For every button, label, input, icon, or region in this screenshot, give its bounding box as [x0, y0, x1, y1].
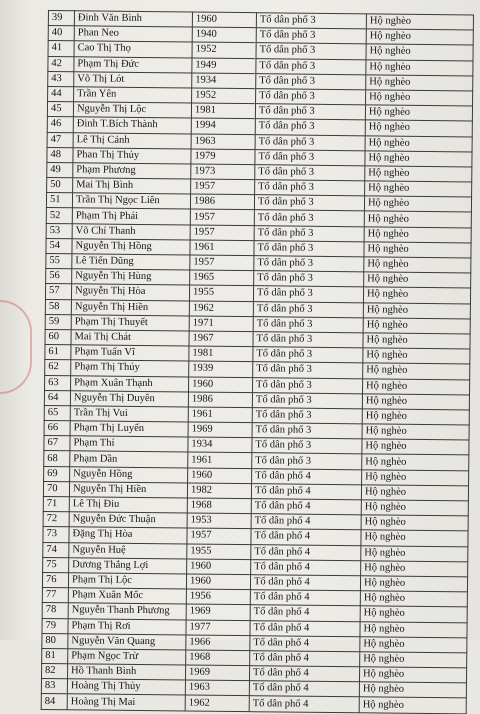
status-cell: Hộ nghèo — [362, 454, 469, 470]
status-cell: Hộ nghèo — [365, 105, 472, 121]
birth-year-cell: 1963 — [185, 680, 249, 696]
status-cell: Hộ nghèo — [366, 90, 473, 106]
address-cell: Tổ dân phố 4 — [251, 529, 361, 545]
name-cell: Lê Thị Điu — [69, 497, 187, 513]
row-number-cell: 44 — [48, 86, 74, 101]
household-table-body — [41, 11, 473, 714]
red-stamp-mark — [0, 300, 32, 394]
address-cell: Tổ dân phố 4 — [251, 483, 361, 499]
address-cell: Tổ dân phố 3 — [254, 271, 364, 287]
status-cell: Hộ nghèo — [361, 545, 468, 561]
name-cell: Phạm Thị Thuyết — [71, 315, 189, 331]
address-cell: Tổ dân phố 3 — [254, 225, 364, 241]
name-cell: Võ Chí Thanh — [72, 223, 190, 239]
row-number-cell: 49 — [47, 162, 73, 177]
address-cell: Tổ dân phố 3 — [255, 119, 365, 135]
row-number-cell: 76 — [42, 572, 68, 587]
status-cell: Hộ nghèo — [366, 14, 473, 30]
address-cell: Tổ dân phố 4 — [250, 575, 360, 591]
status-cell: Hộ nghèo — [359, 682, 466, 698]
address-cell: Tổ dân phố 3 — [253, 347, 363, 363]
name-cell: Phạm Thị Luyến — [70, 421, 188, 437]
row-number-cell: 65 — [44, 405, 70, 420]
status-cell: Hộ nghèo — [362, 394, 469, 410]
birth-year-cell: 1982 — [187, 483, 251, 499]
row-number-cell: 48 — [47, 147, 73, 162]
row-number-cell: 81 — [42, 648, 68, 663]
birth-year-cell: 1962 — [185, 695, 249, 711]
birth-year-cell: 1952 — [192, 88, 256, 104]
birth-year-cell: 1934 — [192, 73, 256, 89]
row-number-cell: 55 — [46, 253, 72, 268]
birth-year-cell: 1953 — [187, 513, 251, 529]
row-number-cell: 69 — [44, 466, 70, 481]
name-cell: Nguyễn Thanh Phương — [68, 603, 186, 619]
name-cell: Phan Thị Thủy — [73, 147, 191, 163]
status-cell: Hộ nghèo — [363, 363, 470, 379]
address-cell: Tổ dân phố 3 — [253, 332, 363, 348]
row-number-cell: 75 — [43, 557, 69, 572]
birth-year-cell: 1973 — [191, 164, 255, 180]
address-cell: Tổ dân phố 3 — [253, 316, 363, 332]
name-cell: Cao Thị Thọ — [74, 41, 192, 57]
birth-year-cell: 1967 — [189, 331, 253, 347]
status-cell: Hộ nghèo — [360, 576, 467, 592]
row-number-cell: 82 — [41, 664, 67, 679]
row-number-cell: 66 — [44, 421, 70, 436]
row-number-cell: 42 — [48, 56, 74, 71]
birth-year-cell: 1949 — [192, 58, 256, 74]
status-cell: Hộ nghèo — [360, 652, 467, 668]
row-number-cell: 58 — [45, 299, 71, 314]
birth-year-cell: 1977 — [186, 619, 250, 635]
birth-year-cell: 1957 — [187, 528, 251, 544]
address-cell: Tổ dân phố 3 — [253, 362, 363, 378]
name-cell: Nguyễn Thị Hùng — [72, 269, 190, 285]
row-number-cell: 47 — [47, 132, 73, 147]
address-cell: Tổ dân phố 3 — [256, 13, 366, 29]
name-cell: Phạm Thị Thúy — [71, 360, 189, 376]
address-cell: Tổ dân phố 3 — [254, 195, 364, 211]
row-number-cell: 73 — [43, 527, 69, 542]
name-cell: Phạm Xuân Thạnh — [71, 375, 189, 391]
birth-year-cell: 1962 — [189, 301, 253, 317]
birth-year-cell: 1979 — [191, 149, 255, 165]
row-number-cell: 40 — [48, 26, 74, 41]
name-cell: Phạm Phương — [73, 163, 191, 179]
row-number-cell: 70 — [43, 481, 69, 496]
row-number-cell: 62 — [45, 360, 71, 375]
address-cell: Tổ dân phố 4 — [252, 468, 362, 484]
row-number-cell: 79 — [42, 618, 68, 633]
name-cell: Lê Tiến Dũng — [72, 254, 190, 270]
row-number-cell: 78 — [42, 603, 68, 618]
birth-year-cell: 1968 — [186, 650, 250, 666]
status-cell: Hộ nghèo — [363, 348, 470, 364]
birth-year-cell: 1957 — [190, 225, 254, 241]
birth-year-cell: 1956 — [186, 589, 250, 605]
status-cell: Hộ nghèo — [365, 181, 472, 197]
status-cell: Hộ nghèo — [365, 135, 472, 151]
name-cell: Mai Thị Bình — [73, 178, 191, 194]
status-cell: Hộ nghèo — [363, 287, 470, 303]
birth-year-cell: 1969 — [188, 422, 252, 438]
birth-year-cell: 1986 — [188, 392, 252, 408]
address-cell: Tổ dân phố 3 — [254, 210, 364, 226]
name-cell: Phạm Ngọc Trừ — [68, 649, 186, 665]
name-cell: Phạm Tuấn Vĩ — [71, 345, 189, 361]
status-cell: Hộ nghèo — [364, 272, 471, 288]
status-cell: Hộ nghèo — [363, 302, 470, 318]
row-number-cell: 80 — [42, 633, 68, 648]
address-cell: Tổ dân phố 4 — [250, 605, 360, 621]
name-cell: Đinh T.Bích Thành — [73, 117, 191, 133]
name-cell: Nguyễn Thị Hồng — [72, 239, 190, 255]
address-cell: Tổ dân phố 4 — [250, 620, 360, 636]
row-number-cell: 43 — [48, 71, 74, 86]
name-cell: Nguyễn Thị Hòa — [71, 284, 189, 300]
name-cell: Phạm Thị Đức — [74, 56, 192, 72]
status-cell: Hộ nghèo — [366, 59, 473, 75]
birth-year-cell: 1957 — [191, 179, 255, 195]
status-cell: Hộ nghèo — [364, 226, 471, 242]
name-cell: Hồ Thanh Bình — [67, 664, 185, 680]
name-cell: Đinh Văn Bình — [74, 11, 192, 27]
row-number-cell: 74 — [43, 542, 69, 557]
name-cell: Hoàng Thị Mai — [67, 694, 185, 710]
birth-year-cell: 1966 — [186, 635, 250, 651]
row-number-cell: 50 — [47, 178, 73, 193]
name-cell: Hoàng Thị Thủy — [67, 679, 185, 695]
status-cell: Hộ nghèo — [363, 333, 470, 349]
address-cell: Tổ dân phố 3 — [253, 301, 363, 317]
birth-year-cell: 1960 — [188, 468, 252, 484]
name-cell: Nguyễn Thị Duyên — [70, 390, 188, 406]
address-cell: Tổ dân phố 4 — [249, 681, 359, 697]
row-number-cell: 56 — [46, 269, 72, 284]
name-cell: Lê Thị Cảnh — [73, 132, 191, 148]
status-cell: Hộ nghèo — [362, 424, 469, 440]
address-cell: Tổ dân phố 3 — [254, 240, 364, 256]
address-cell: Tổ dân phố 4 — [251, 544, 361, 560]
name-cell: Nguyễn Thị Hiền — [69, 482, 187, 498]
name-cell: Nguyễn Thị Hiền — [71, 299, 189, 315]
status-cell: Hộ nghèo — [364, 257, 471, 273]
row-number-cell: 39 — [48, 11, 74, 26]
birth-year-cell: 1960 — [189, 376, 253, 392]
row-number-cell: 64 — [44, 390, 70, 405]
birth-year-cell: 1981 — [191, 103, 255, 119]
birth-year-cell: 1965 — [190, 270, 254, 286]
status-cell: Hộ nghèo — [361, 561, 468, 577]
status-cell: Hộ nghèo — [362, 469, 469, 485]
birth-year-cell: 1961 — [188, 452, 252, 468]
row-number-cell: 77 — [42, 588, 68, 603]
address-cell: Tổ dân phố 4 — [250, 635, 360, 651]
row-number-cell: 72 — [43, 512, 69, 527]
birth-year-cell: 1939 — [189, 361, 253, 377]
birth-year-cell: 1955 — [187, 544, 251, 560]
name-cell: Phạm Thị Lộc — [68, 573, 186, 589]
row-number-cell: 53 — [46, 223, 72, 238]
row-number-cell: 61 — [45, 345, 71, 360]
name-cell: Trần Thị Vui — [70, 406, 188, 422]
household-table — [41, 10, 474, 714]
birth-year-cell: 1960 — [187, 559, 251, 575]
name-cell: Võ Thị Lót — [74, 72, 192, 88]
address-cell: Tổ dân phố 3 — [252, 423, 362, 439]
address-cell: Tổ dân phố 3 — [252, 408, 362, 424]
status-cell: Hộ nghèo — [359, 667, 466, 683]
birth-year-cell: 1957 — [190, 209, 254, 225]
address-cell: Tổ dân phố 4 — [251, 559, 361, 575]
status-cell: Hộ nghèo — [363, 318, 470, 334]
status-cell: Hộ nghèo — [363, 378, 470, 394]
address-cell: Tổ dân phố 3 — [256, 28, 366, 44]
birth-year-cell: 1961 — [188, 407, 252, 423]
name-cell: Trần Thị Ngọc Liên — [72, 193, 190, 209]
name-cell: Nguyễn Huệ — [69, 542, 187, 558]
status-cell: Hộ nghèo — [361, 500, 468, 516]
status-cell: Hộ nghèo — [366, 75, 473, 91]
row-number-cell: 41 — [48, 41, 74, 56]
status-cell: Hộ nghèo — [359, 697, 466, 713]
status-cell: Hộ nghèo — [366, 29, 473, 45]
birth-year-cell: 1955 — [189, 285, 253, 301]
birth-year-cell: 1934 — [188, 437, 252, 453]
birth-year-cell: 1969 — [185, 665, 249, 681]
name-cell: Nguyễn Đức Thuận — [69, 512, 187, 528]
status-cell: Hộ nghèo — [364, 242, 471, 258]
row-number-cell: 83 — [41, 679, 67, 694]
status-cell: Hộ nghèo — [364, 211, 471, 227]
address-cell: Tổ dân phố 3 — [253, 377, 363, 393]
name-cell: Phạm Thị Rơi — [68, 618, 186, 634]
address-cell: Tổ dân phố 4 — [251, 514, 361, 530]
row-number-cell: 51 — [46, 193, 72, 208]
address-cell: Tổ dân phố 4 — [249, 696, 359, 712]
name-cell: Mai Thị Chát — [71, 330, 189, 346]
address-cell: Tổ dân phố 3 — [256, 89, 366, 105]
address-cell: Tổ dân phố 3 — [255, 165, 365, 181]
name-cell: Nguyễn Thị Lộc — [73, 102, 191, 118]
birth-year-cell: 1957 — [190, 255, 254, 271]
row-number-cell: 54 — [46, 238, 72, 253]
address-cell: Tổ dân phố 3 — [255, 180, 365, 196]
status-cell: Hộ nghèo — [360, 591, 467, 607]
birth-year-cell: 1960 — [186, 574, 250, 590]
name-cell: Dương Thắng Lợi — [69, 557, 187, 573]
name-cell: Phạm Thí — [70, 436, 188, 452]
status-cell: Hộ nghèo — [361, 485, 468, 501]
birth-year-cell: 1940 — [192, 27, 256, 43]
address-cell: Tổ dân phố 4 — [251, 499, 361, 515]
row-number-cell: 59 — [45, 314, 71, 329]
status-cell: Hộ nghèo — [361, 515, 468, 531]
address-cell: Tổ dân phố 4 — [249, 666, 359, 682]
address-cell: Tổ dân phố 3 — [256, 73, 366, 89]
row-number-cell: 57 — [45, 284, 71, 299]
row-number-cell: 45 — [47, 102, 73, 117]
status-cell: Hộ nghèo — [362, 409, 469, 425]
row-number-cell: 71 — [43, 496, 69, 511]
row-number-cell: 60 — [45, 329, 71, 344]
status-cell: Hộ nghèo — [366, 44, 473, 60]
address-cell: Tổ dân phố 3 — [256, 58, 366, 74]
name-cell: Phạm Dần — [70, 451, 188, 467]
birth-year-cell: 1981 — [189, 346, 253, 362]
birth-year-cell: 1969 — [186, 604, 250, 620]
birth-year-cell: 1961 — [190, 240, 254, 256]
status-cell: Hộ nghèo — [360, 606, 467, 622]
birth-year-cell: 1986 — [190, 194, 254, 210]
birth-year-cell: 1952 — [192, 42, 256, 58]
status-cell: Hộ nghèo — [360, 621, 467, 637]
name-cell: Nguyễn Văn Quang — [68, 633, 186, 649]
address-cell: Tổ dân phố 3 — [254, 256, 364, 272]
status-cell: Hộ nghèo — [365, 151, 472, 167]
address-cell: Tổ dân phố 3 — [252, 438, 362, 454]
name-cell: Đặng Thị Hòa — [69, 527, 187, 543]
birth-year-cell: 1994 — [191, 118, 255, 134]
address-cell: Tổ dân phố 4 — [250, 651, 360, 667]
status-cell: Hộ nghèo — [364, 196, 471, 212]
name-cell: Trần Yên — [74, 87, 192, 103]
address-cell: Tổ dân phố 3 — [252, 392, 362, 408]
address-cell: Tổ dân phố 3 — [252, 453, 362, 469]
status-cell: Hộ nghèo — [361, 530, 468, 546]
address-cell: Tổ dân phố 3 — [255, 149, 365, 165]
row-number-cell: 68 — [44, 451, 70, 466]
address-cell: Tổ dân phố 3 — [253, 286, 363, 302]
address-cell: Tổ dân phố 3 — [255, 134, 365, 150]
row-number-cell: 67 — [44, 436, 70, 451]
address-cell: Tổ dân phố 4 — [250, 590, 360, 606]
name-cell: Phan Neo — [74, 26, 192, 42]
address-cell: Tổ dân phố 3 — [256, 43, 366, 59]
status-cell: Hộ nghèo — [360, 636, 467, 652]
row-number-cell: 63 — [45, 375, 71, 390]
name-cell: Phạm Xuân Mốc — [68, 588, 186, 604]
status-cell: Hộ nghèo — [365, 120, 472, 136]
address-cell: Tổ dân phố 3 — [255, 104, 365, 120]
status-cell: Hộ nghèo — [365, 166, 472, 182]
birth-year-cell: 1963 — [191, 134, 255, 150]
row-number-cell: 52 — [46, 208, 72, 223]
birth-year-cell: 1971 — [189, 316, 253, 332]
status-cell: Hộ nghèo — [362, 439, 469, 455]
row-number-cell: 46 — [47, 117, 73, 132]
row-number-cell: 84 — [41, 694, 67, 709]
name-cell: Phạm Thị Phái — [72, 208, 190, 224]
birth-year-cell: 1960 — [192, 12, 256, 28]
birth-year-cell: 1968 — [187, 498, 251, 514]
name-cell: Nguyễn Hồng — [70, 466, 188, 482]
